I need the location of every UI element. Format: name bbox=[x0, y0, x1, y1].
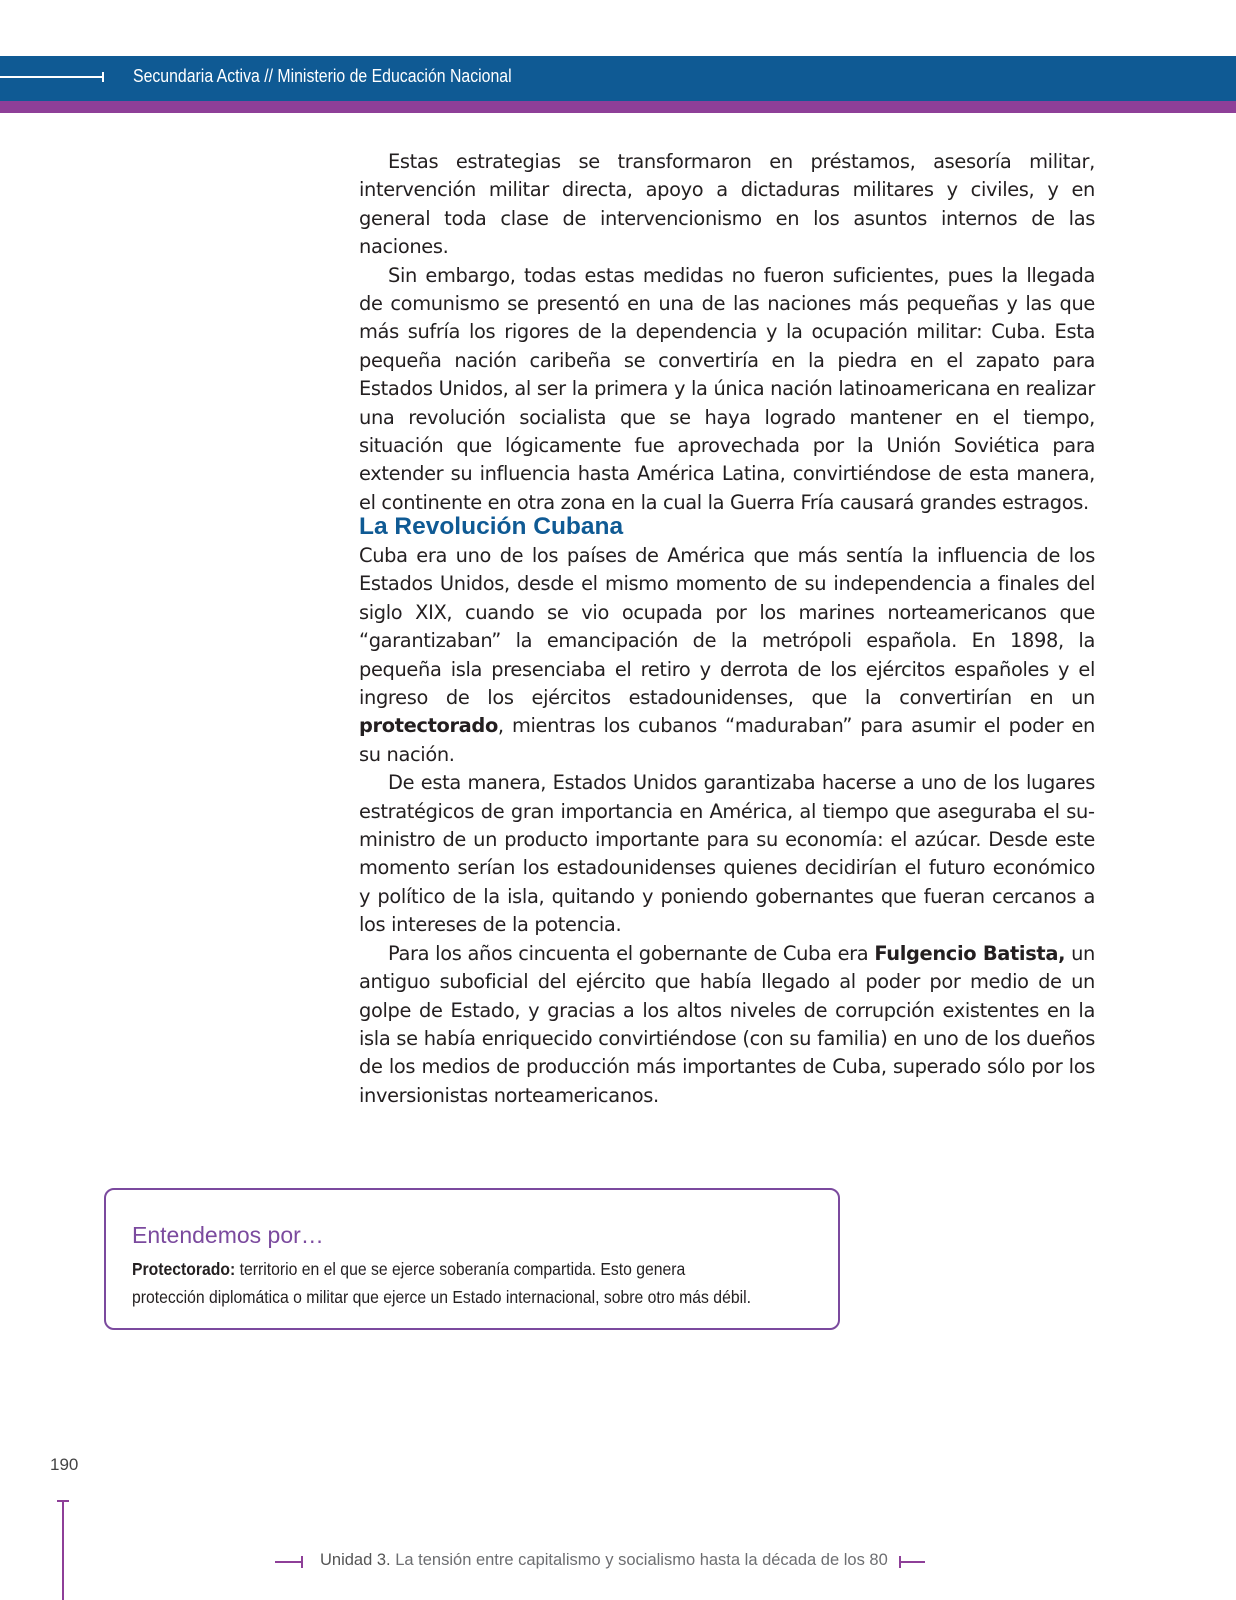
paragraph bbox=[359, 542, 1095, 769]
footer-unit-title: La tensión entre capitalismo y socialismo hasta la década de los 80 bbox=[390, 1551, 888, 1569]
paragraph-text: Cuba era uno de los países de América que más sentía la influencia de los Estados Unidos, desde el mismo momento de su independencia a finales del siglo XIX, cuando se vio ocupada por los marines norteamericanos que “garantizaban” la emancipación de la metrópoli española. En 1898, la pequeña isla presenciaba el retiro y derrota de los ejércitos españoles y el ingreso de los ejércitos estadounidenses, que la convertirían en un bbox=[359, 544, 1095, 710]
definition-line-text: territorio en el que se ejerce soberanía compartida. Esto genera bbox=[235, 1259, 686, 1279]
definition-title: Entendemos por… bbox=[132, 1222, 324, 1248]
paragraph-text: , mientras los cubanos “maduraban” para asumir el poder en su nación. bbox=[359, 714, 1095, 766]
paragraph bbox=[359, 940, 1095, 1110]
page-number: 190 bbox=[50, 1455, 79, 1474]
header-rule bbox=[0, 76, 104, 78]
paragraph: De esta manera, Estados Unidos garantizaba hacerse a uno de los lugares estratégicos de gran importancia en América, al tiempo que aseguraba el suministro de un producto importante para su economía: el azúcar. Desde este momento serían los estadounidenses quienes decidirían el futuro económico y político de la isla, quitando y poniendo gobernantes que fueran cercanos a los intereses de la potencia. bbox=[359, 771, 1095, 937]
paragraph-text: un antiguo suboficial del ejército que había llegado al poder por medio de un golpe de Estado, y gracias a los altos niveles de corrupción existentes en la isla se había enriquecido convirtiéndose (con su familia) en uno de los dueños de los medios de producción más importantes de Cuba, superado sólo por los inversionistas norteamericanos. bbox=[359, 941, 1095, 1107]
bold-term: protectorado bbox=[359, 714, 498, 738]
definition-line: protección diplomática o militar que ejerce un Estado internacional, sobre otro más débil. bbox=[132, 1287, 751, 1307]
definition-text bbox=[132, 1255, 762, 1311]
side-rule bbox=[62, 1500, 64, 1600]
header-title: Secundaria Activa // Ministerio de Educación Nacional bbox=[133, 66, 512, 86]
paragraph: Sin embargo, todas estas medidas no fueron suficientes, pues la llegada de comunismo se presentó en una de las naciones más pequeñas y las que más sufría los rigores de la dependencia y la ocupación militar: Cuba. Esta pequeña nación caribeña se convertiría en la piedra en el zapato para Estados Unidos, al ser la primera y la única nación latinoamericana en realizar una revolución socialista que se haya logrado mantener en el tiempo, situación que lógicamente fue aprovechada por la Unión Soviética para extender su influencia hasta América Latina, convirtiéndose de esta manera, el continente en otra zona en la cual la Guerra Fría causará grandes estragos. bbox=[359, 263, 1095, 514]
bold-term: Fulgencio Batista, bbox=[874, 941, 1066, 965]
definition-term: Protectorado: bbox=[132, 1259, 236, 1279]
paragraph: Estas estrategias se transformaron en préstamos, asesoría militar, intervención militar directa, apoyo a dictaduras militares y civiles, y en general toda clase de intervencionismo en los asuntos internos de las naciones. bbox=[359, 150, 1095, 259]
section-text bbox=[359, 542, 1095, 1110]
footer-rule-right bbox=[899, 1561, 925, 1563]
paragraph-text: Para los años cincuenta el gobernante de Cuba era bbox=[388, 941, 875, 965]
header-rule-cap bbox=[102, 72, 104, 82]
definition-line bbox=[132, 1255, 762, 1283]
footer-rule-left-cap bbox=[301, 1556, 303, 1568]
intro-text bbox=[359, 148, 1095, 517]
footer-caption bbox=[320, 1551, 888, 1570]
header-stripe bbox=[0, 101, 1236, 113]
footer-rule-left bbox=[275, 1561, 303, 1563]
section-heading: La Revolución Cubana bbox=[359, 513, 624, 540]
footer-unit: Unidad 3. bbox=[320, 1551, 391, 1569]
